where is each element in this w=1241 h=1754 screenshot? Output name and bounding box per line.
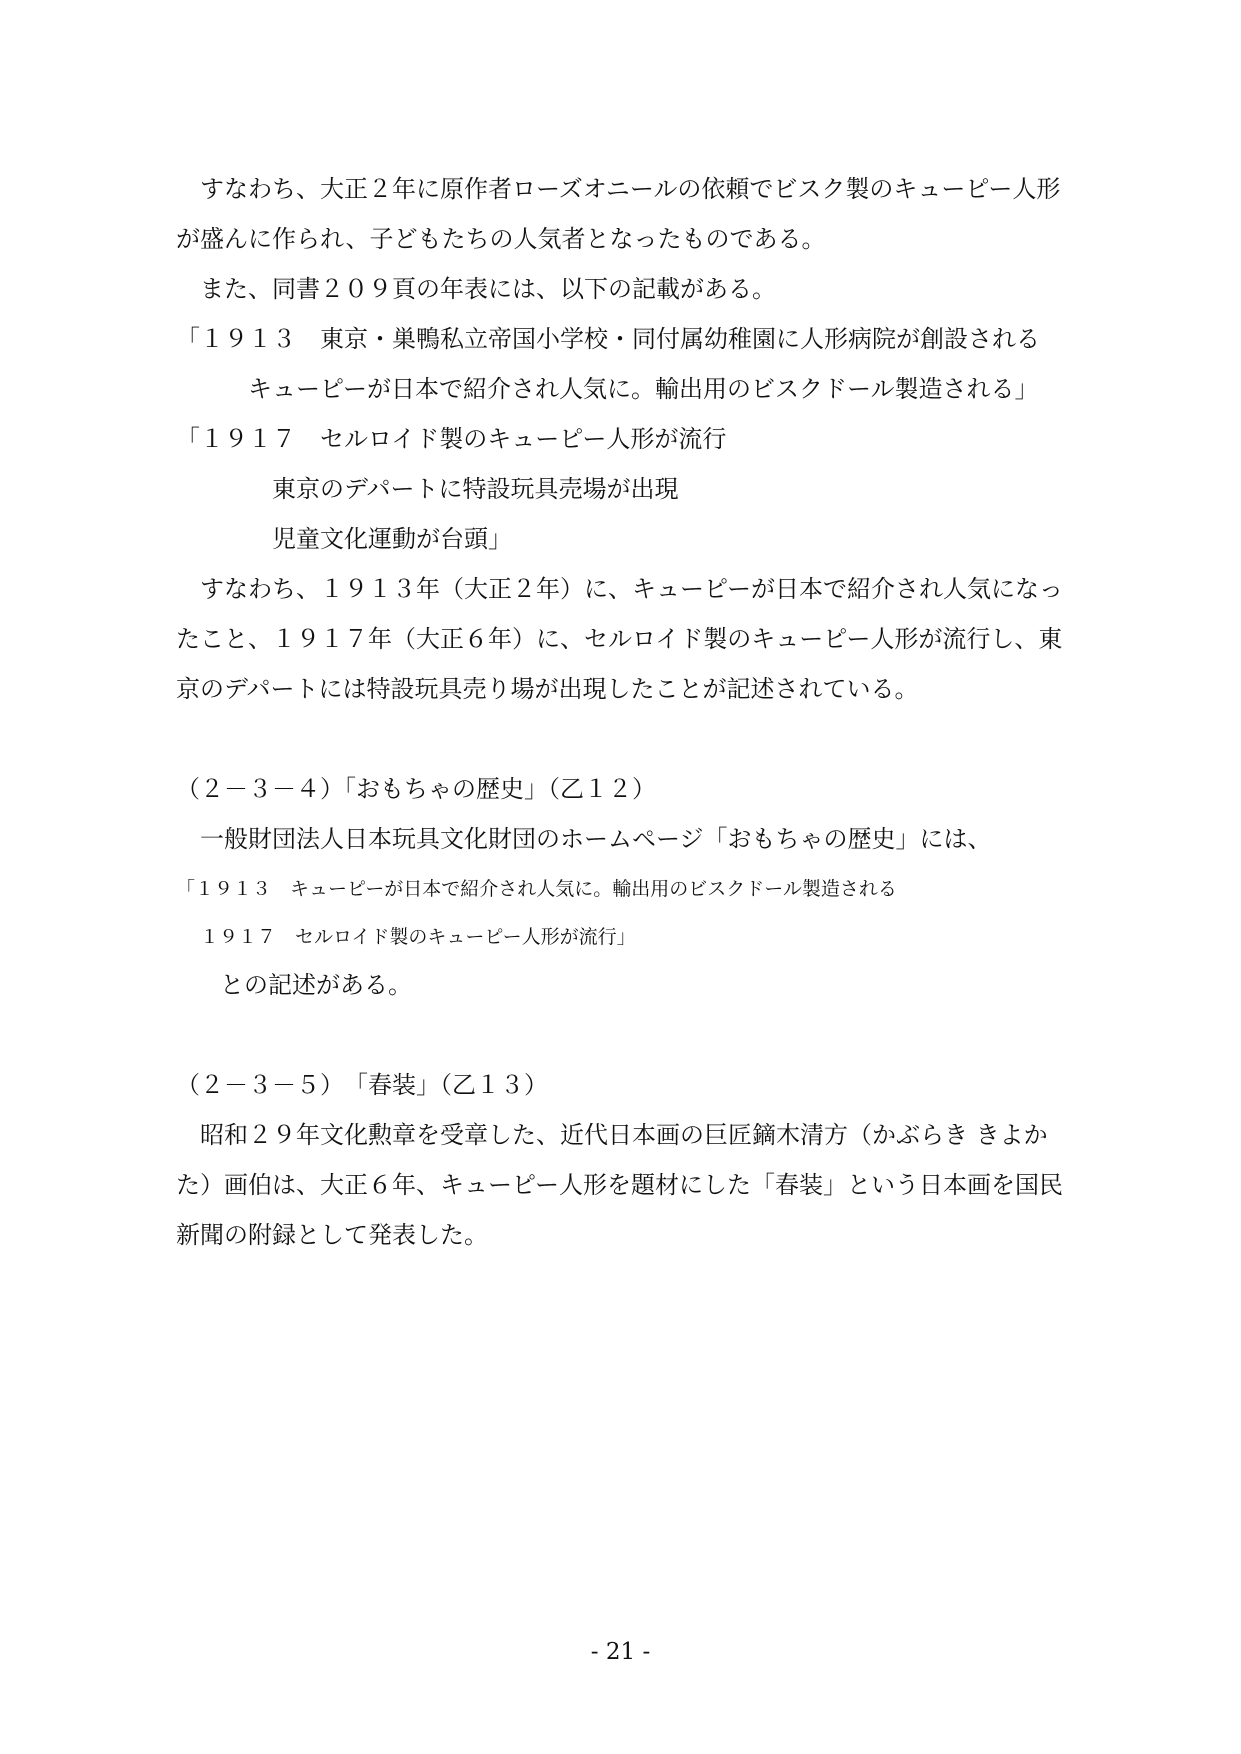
text-line: たこと、１９１７年（大正６年）に、セルロイド製のキューピー人形が流行し、東: [176, 625, 1063, 653]
text-line: すなわち、１９１３年（大正２年）に、キューピーが日本で紹介され人気になっ: [176, 575, 1064, 603]
text-line: 東京のデパートに特設玩具売場が出現: [272, 475, 679, 503]
text-line: 「１９１７ セルロイド製のキューピー人形が流行: [176, 425, 727, 453]
text-line: キューピーが日本で紹介され人気に。輸出用のビスクドール製造される」: [248, 375, 1039, 403]
text-line: との記述がある。: [220, 971, 412, 999]
text-line: また、同書２０９頁の年表には、以下の記載がある。: [176, 275, 776, 303]
text-line: た）画伯は、大正６年、キューピー人形を題材にした「春装」という日本画を国民: [176, 1171, 1064, 1199]
text-line: すなわち、大正２年に原作者ローズオニールの依頼でビスク製のキューピー人形: [176, 175, 1061, 203]
page-number: - 21 -: [590, 1639, 651, 1665]
text-line: 京のデパートには特設玩具売り場が出現したことが記述されている。: [176, 675, 919, 703]
section-heading: （２－３－４）「おもちゃの歴史」（乙１２）: [176, 775, 656, 803]
text-line: 新聞の附録として発表した。: [176, 1221, 488, 1249]
section-heading: （２－３－５） 「春装」（乙１３）: [176, 1071, 548, 1099]
text-line: 児童文化運動が台頭」: [272, 525, 512, 553]
quoted-text-line: １９１７ セルロイド製のキューピー人形が流行」: [200, 926, 636, 948]
text-line: 「１９１３ 東京・巣鴨私立帝国小学校・同付属幼稚園に人形病院が創設される: [176, 325, 1040, 353]
text-line: 昭和２９年文化勲章を受章した、近代日本画の巨匠鏑木清方（かぶらき きよか: [176, 1121, 1048, 1149]
quoted-text-line: 「１９１３ キューピーが日本で紹介され人気に。輸出用のビスクドール製造される: [176, 878, 897, 900]
text-line: が盛んに作られ、子どもたちの人気者となったものである。: [176, 225, 826, 253]
text-line: 一般財団法人日本玩具文化財団のホームページ「おもちゃの歴史」には、: [176, 825, 992, 853]
